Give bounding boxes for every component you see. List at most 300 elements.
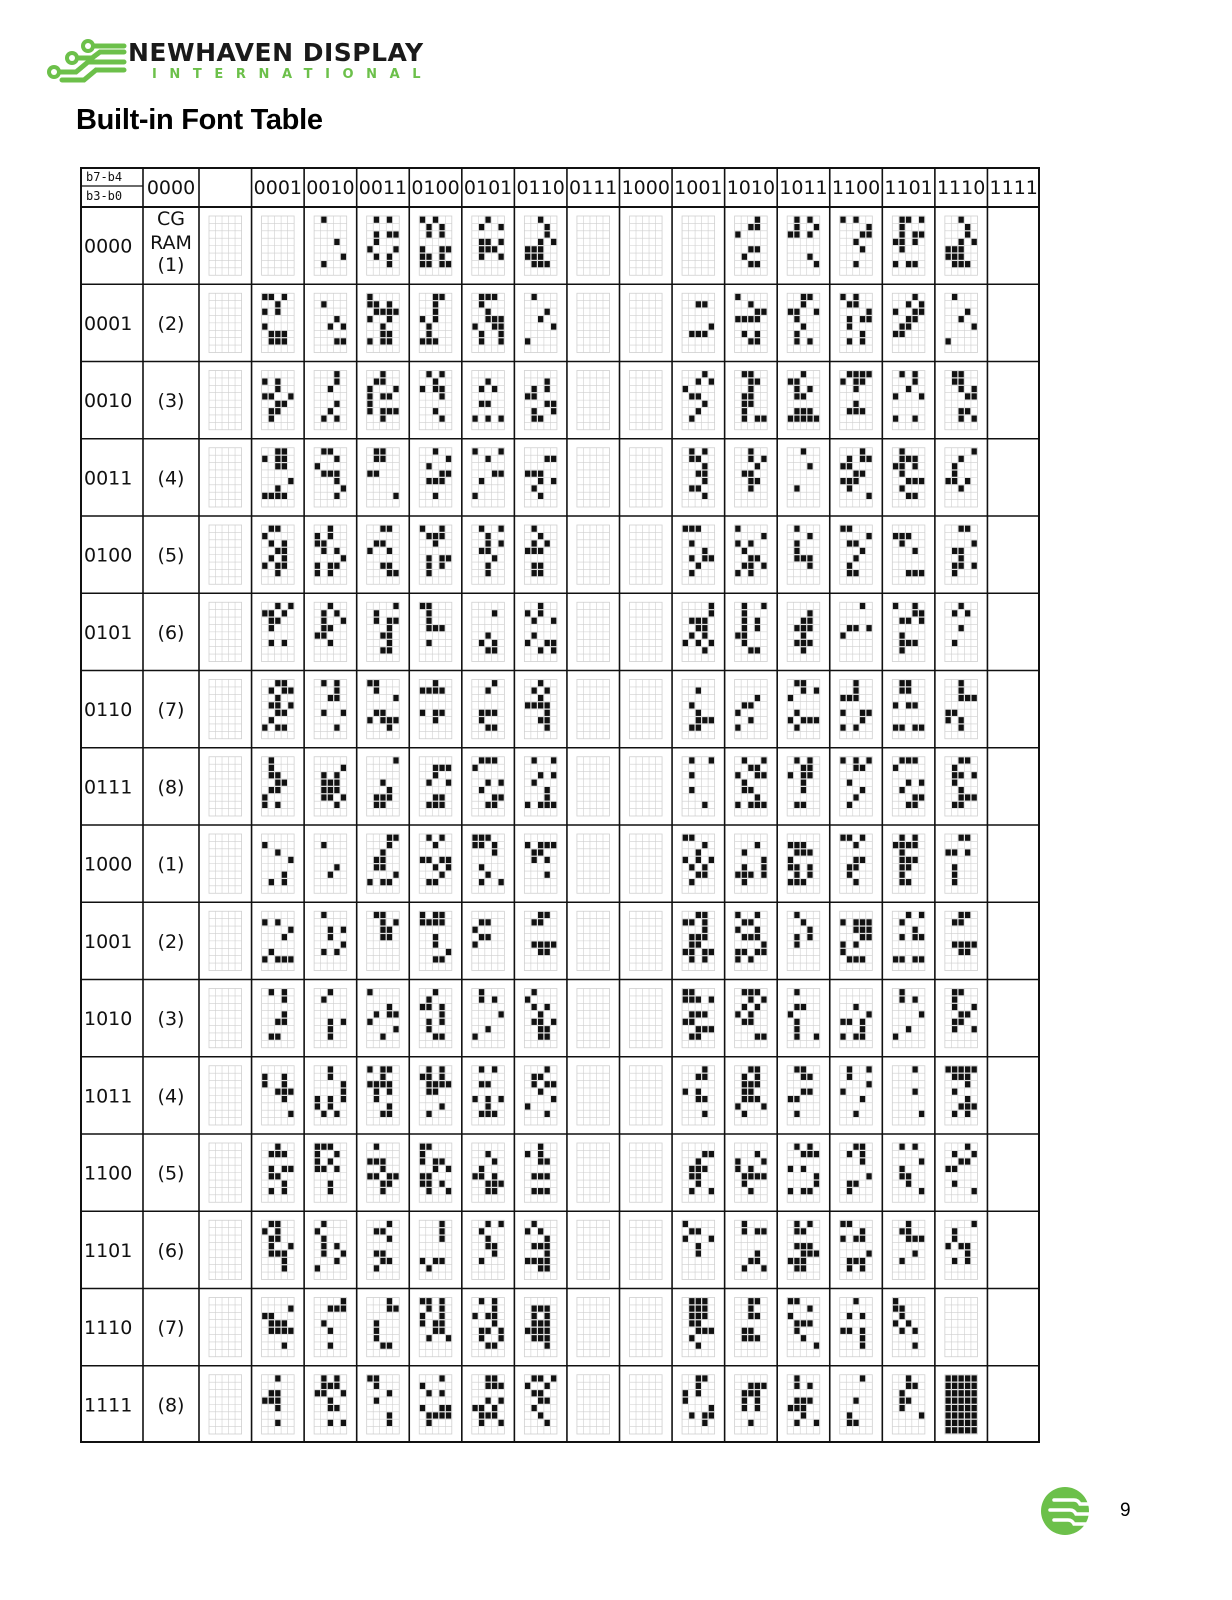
glyph-dot <box>761 941 766 947</box>
glyph-dot <box>439 1412 444 1418</box>
glyph-dot <box>426 1181 431 1187</box>
glyph-dot <box>446 1405 451 1411</box>
glyph-dot <box>748 787 753 793</box>
glyph-dot <box>321 680 326 686</box>
glyph-dot <box>315 1158 320 1164</box>
glyph-dot <box>912 1144 917 1150</box>
glyph-dot <box>860 379 865 385</box>
glyph-dot <box>906 261 911 267</box>
glyph-dot <box>853 879 858 885</box>
glyph-dot <box>807 864 812 870</box>
glyph-dot <box>439 956 444 962</box>
glyph-cell <box>577 371 610 430</box>
glyph-dot <box>288 857 293 863</box>
glyph-dot <box>433 772 438 778</box>
glyph-dot <box>439 802 444 808</box>
glyph-dot <box>426 555 431 561</box>
glyph-dot <box>393 1011 398 1017</box>
logo-subtitle: INTERNATIONAL <box>152 67 434 82</box>
glyph-cell <box>524 1143 557 1202</box>
glyph-dot <box>545 688 550 694</box>
glyph-dot <box>683 1398 688 1404</box>
glyph-dot <box>912 1328 917 1334</box>
glyph-dot <box>899 1405 904 1411</box>
glyph-dot <box>315 1096 320 1102</box>
glyph-cell <box>262 1066 295 1125</box>
table-border <box>81 168 1039 1442</box>
glyph-dot <box>282 1089 287 1095</box>
glyph-cell <box>840 680 873 739</box>
glyph-dot <box>919 301 924 307</box>
glyph-dot <box>334 316 339 322</box>
glyph-dot <box>807 338 812 344</box>
glyph-dot <box>492 1181 497 1187</box>
glyph-dot <box>893 393 898 399</box>
glyph-dot <box>748 1089 753 1095</box>
glyph-dot <box>433 625 438 631</box>
glyph-dot <box>696 1343 701 1349</box>
glyph-dot <box>479 989 484 995</box>
glyph-dot <box>761 416 766 422</box>
glyph-dot <box>696 456 701 462</box>
glyph-cell <box>787 525 820 584</box>
glyph-cell <box>840 216 873 275</box>
glyph-dot <box>761 563 766 569</box>
glyph-cell <box>892 1298 925 1357</box>
glyph-dot <box>742 1390 747 1396</box>
glyph-dot <box>912 463 917 469</box>
glyph-dot <box>853 695 858 701</box>
glyph-dot <box>334 563 339 569</box>
glyph-dot <box>702 1096 707 1102</box>
glyph-dot <box>788 879 793 885</box>
glyph-dot <box>531 1019 536 1025</box>
glyph-dot <box>472 1096 477 1102</box>
glyph-dot <box>748 1420 753 1426</box>
glyph-dot <box>492 1375 497 1381</box>
glyph-dot <box>860 338 865 344</box>
glyph-dot <box>853 570 858 576</box>
glyph-cell <box>262 525 295 584</box>
glyph-dot <box>538 1074 543 1080</box>
glyph-dot <box>801 408 806 414</box>
glyph-dot <box>860 1026 865 1032</box>
glyph-dot <box>485 1375 490 1381</box>
glyph-dot <box>531 1243 536 1249</box>
glyph-dot <box>485 1243 490 1249</box>
glyph-dot <box>315 1265 320 1271</box>
glyph-dot <box>912 610 917 616</box>
glyph-dot <box>380 647 385 653</box>
glyph-dot <box>492 246 497 252</box>
glyph-dot <box>380 879 385 885</box>
glyph-dot <box>485 1181 490 1187</box>
glyph-dot <box>393 231 398 237</box>
glyph-dot <box>433 338 438 344</box>
glyph-dot <box>853 386 858 392</box>
glyph-dot <box>945 849 950 855</box>
glyph-cell <box>209 834 242 893</box>
glyph-dot <box>426 254 431 260</box>
glyph-dot <box>492 802 497 808</box>
glyph-dot <box>696 1328 701 1334</box>
glyph-cell <box>472 448 505 507</box>
glyph-dot <box>393 493 398 499</box>
glyph-dot <box>538 1228 543 1234</box>
glyph-cell <box>314 1375 347 1434</box>
glyph-dot <box>367 401 372 407</box>
glyph-dot <box>788 416 793 422</box>
glyph-dot <box>748 261 753 267</box>
glyph-dot <box>426 879 431 885</box>
glyph-dot <box>334 478 339 484</box>
glyph-dot <box>683 857 688 863</box>
glyph-dot <box>387 632 392 638</box>
glyph-dot <box>847 1412 852 1418</box>
glyph-dot <box>420 688 425 694</box>
glyph-dot <box>801 323 806 329</box>
glyph-cell <box>209 680 242 739</box>
glyph-cell <box>735 834 768 893</box>
glyph-dot <box>551 941 556 947</box>
glyph-dot <box>479 401 484 407</box>
glyph-dot <box>709 997 714 1003</box>
glyph-dot <box>439 1019 444 1025</box>
glyph-dot <box>328 695 333 701</box>
glyph-cell <box>945 911 978 970</box>
glyph-dot <box>847 301 852 307</box>
glyph-dot <box>794 1320 799 1326</box>
glyph-dot <box>315 1103 320 1109</box>
glyph-dot <box>334 695 339 701</box>
glyph-cell <box>840 834 873 893</box>
glyph-dot <box>853 919 858 925</box>
glyph-cell <box>735 1143 768 1202</box>
glyph-dot <box>959 379 964 385</box>
glyph-dot <box>485 710 490 716</box>
glyph-dot <box>866 757 871 763</box>
glyph-dot <box>912 640 917 646</box>
glyph-dot <box>439 710 444 716</box>
glyph-dot <box>275 956 280 962</box>
glyph-dot <box>801 717 806 723</box>
glyph-dot <box>965 757 970 763</box>
glyph-dot <box>485 725 490 731</box>
glyph-dot <box>696 625 701 631</box>
glyph-dot <box>269 1173 274 1179</box>
glyph-dot <box>439 872 444 878</box>
glyph-dot <box>807 618 812 624</box>
glyph-cell <box>472 757 505 816</box>
glyph-dot <box>328 1026 333 1032</box>
glyph-dot <box>952 849 957 855</box>
glyph-dot <box>860 1265 865 1271</box>
glyph-dot <box>794 540 799 546</box>
glyph-dot <box>446 1335 451 1341</box>
glyph-dot <box>321 217 326 223</box>
glyph-dot <box>794 316 799 322</box>
glyph-dot <box>952 640 957 646</box>
glyph-dot <box>262 1398 267 1404</box>
glyph-dot <box>387 1221 392 1227</box>
glyph-dot <box>748 1328 753 1334</box>
glyph-dot <box>439 857 444 863</box>
glyph-cell <box>630 989 663 1048</box>
glyph-dot <box>794 231 799 237</box>
glyph-dot <box>288 1328 293 1334</box>
glyph-dot <box>742 603 747 609</box>
glyph-dot <box>485 1328 490 1334</box>
glyph-dot <box>959 548 964 554</box>
glyph-dot <box>866 493 871 499</box>
glyph-dot <box>485 1111 490 1117</box>
glyph-dot <box>794 1420 799 1426</box>
glyph-dot <box>919 956 924 962</box>
glyph-dot <box>321 1236 326 1242</box>
glyph-dot <box>794 934 799 940</box>
glyph-dot <box>912 231 917 237</box>
glyph-dot <box>952 710 957 716</box>
glyph-dot <box>696 1096 701 1102</box>
glyph-dot <box>696 1375 701 1381</box>
glyph-dot <box>919 231 924 237</box>
glyph-dot <box>755 246 760 252</box>
glyph-dot <box>269 1151 274 1157</box>
glyph-dot <box>748 1096 753 1102</box>
glyph-dot <box>374 1265 379 1271</box>
glyph-dot <box>275 1019 280 1025</box>
glyph-dot <box>387 787 392 793</box>
glyph-dot <box>696 1034 701 1040</box>
glyph-dot <box>328 1306 333 1312</box>
glyph-cell <box>262 1143 295 1202</box>
glyph-dot <box>262 956 267 962</box>
glyph-cell <box>524 680 557 739</box>
glyph-dot <box>847 625 852 631</box>
glyph-cell <box>682 293 715 352</box>
glyph-dot <box>952 872 957 878</box>
glyph-dot <box>860 710 865 716</box>
glyph-dot <box>748 540 753 546</box>
glyph-dot <box>742 1181 747 1187</box>
glyph-dot <box>683 1019 688 1025</box>
glyph-dot <box>899 632 904 638</box>
glyph-dot <box>952 802 957 808</box>
glyph-cell <box>787 1143 820 1202</box>
glyph-dot <box>755 949 760 955</box>
glyph-dot <box>269 989 274 995</box>
glyph-dot <box>965 912 970 918</box>
glyph-dot <box>275 379 280 385</box>
glyph-dot <box>420 526 425 532</box>
glyph-dot <box>334 610 339 616</box>
glyph-dot <box>479 919 484 925</box>
glyph-dot <box>755 1004 760 1010</box>
glyph-dot <box>433 989 438 995</box>
glyph-dot <box>853 765 858 771</box>
glyph-dot <box>735 570 740 576</box>
glyph-dot <box>801 1250 806 1256</box>
glyph-dot <box>525 1228 530 1234</box>
glyph-cell <box>945 448 978 507</box>
glyph-dot <box>807 1074 812 1080</box>
glyph-dot <box>426 1188 431 1194</box>
glyph-dot <box>538 217 543 223</box>
glyph-dot <box>912 261 917 267</box>
glyph-dot <box>420 912 425 918</box>
glyph-dot <box>860 408 865 414</box>
glyph-cell <box>262 448 295 507</box>
glyph-dot <box>275 618 280 624</box>
glyph-dot <box>755 316 760 322</box>
glyph-dot <box>525 702 530 708</box>
glyph-dot <box>321 610 326 616</box>
glyph-cell <box>262 911 295 970</box>
glyph-dot <box>538 261 543 267</box>
glyph-dot <box>282 540 287 546</box>
glyph-dot <box>742 787 747 793</box>
glyph-dot <box>906 456 911 462</box>
glyph-dot <box>801 802 806 808</box>
glyph-dot <box>545 456 550 462</box>
glyph-dot <box>262 456 267 462</box>
glyph-dot <box>387 217 392 223</box>
glyph-dot <box>485 1398 490 1404</box>
glyph-dot <box>755 934 760 940</box>
glyph-dot <box>334 239 339 245</box>
glyph-dot <box>801 772 806 778</box>
glyph-dot <box>906 533 911 539</box>
glyph-dot <box>393 570 398 576</box>
glyph-cell <box>314 448 347 507</box>
glyph-dot <box>433 386 438 392</box>
glyph-dot <box>374 1096 379 1102</box>
glyph-dot <box>906 1320 911 1326</box>
glyph-dot <box>387 1258 392 1264</box>
glyph-dot <box>433 408 438 414</box>
glyph-dot <box>426 331 431 337</box>
glyph-dot <box>387 1089 392 1095</box>
glyph-dot <box>367 386 372 392</box>
glyph-dot <box>748 1313 753 1319</box>
glyph-dot <box>742 548 747 554</box>
glyph-dot <box>439 1066 444 1072</box>
glyph-dot <box>275 849 280 855</box>
glyph-dot <box>860 316 865 322</box>
glyph-dot <box>912 1383 917 1389</box>
glyph-dot <box>545 857 550 863</box>
glyph-dot <box>689 456 694 462</box>
glyph-cell <box>682 602 715 661</box>
glyph-dot <box>814 717 819 723</box>
glyph-dot <box>860 246 865 252</box>
glyph-cell <box>945 216 978 275</box>
glyph-dot <box>551 1019 556 1025</box>
glyph-dot <box>748 919 753 925</box>
glyph-cell <box>472 989 505 1048</box>
glyph-dot <box>814 416 819 422</box>
glyph-dot <box>531 1313 536 1319</box>
glyph-dot <box>748 989 753 995</box>
glyph-dot <box>860 1258 865 1264</box>
glyph-dot <box>498 1221 503 1227</box>
glyph-dot <box>433 842 438 848</box>
glyph-dot <box>479 331 484 337</box>
glyph-dot <box>853 471 858 477</box>
glyph-dot <box>952 772 957 778</box>
glyph-dot <box>328 794 333 800</box>
glyph-dot <box>439 1181 444 1187</box>
glyph-cell <box>262 1220 295 1279</box>
glyph-dot <box>959 485 964 491</box>
glyph-dot <box>788 1011 793 1017</box>
glyph-dot <box>696 1243 701 1249</box>
glyph-dot <box>748 997 753 1003</box>
glyph-dot <box>959 316 964 322</box>
glyph-dot <box>755 379 760 385</box>
glyph-dot <box>282 1081 287 1087</box>
glyph-dot <box>387 331 392 337</box>
glyph-dot <box>485 919 490 925</box>
glyph-dot <box>860 717 865 723</box>
glyph-dot <box>275 563 280 569</box>
glyph-dot <box>433 316 438 322</box>
glyph-dot <box>387 879 392 885</box>
glyph-cell <box>209 371 242 430</box>
glyph-dot <box>794 725 799 731</box>
glyph-dot <box>709 757 714 763</box>
glyph-dot <box>742 401 747 407</box>
glyph-dot <box>952 563 957 569</box>
glyph-dot <box>748 1173 753 1179</box>
glyph-dot <box>498 879 503 885</box>
glyph-dot <box>367 717 372 723</box>
glyph-dot <box>439 1074 444 1080</box>
glyph-dot <box>439 555 444 561</box>
glyph-dot <box>945 717 950 723</box>
glyph-dot <box>866 224 871 230</box>
glyph-dot <box>735 949 740 955</box>
glyph-dot <box>919 610 924 616</box>
glyph-dot <box>341 1306 346 1312</box>
glyph-dot <box>341 485 346 491</box>
glyph-dot <box>282 338 287 344</box>
glyph-dot <box>275 1173 280 1179</box>
glyph-cell <box>682 911 715 970</box>
glyph-dot <box>866 625 871 631</box>
glyph-dot <box>498 338 503 344</box>
glyph-dot <box>965 393 970 399</box>
glyph-dot <box>433 864 438 870</box>
glyph-dot <box>755 765 760 771</box>
glyph-dot <box>755 989 760 995</box>
glyph-dot <box>275 1221 280 1227</box>
glyph-dot <box>498 1328 503 1334</box>
glyph-cell <box>314 602 347 661</box>
glyph-dot <box>952 864 957 870</box>
glyph-dot <box>538 1412 543 1418</box>
glyph-cell <box>630 757 663 816</box>
glyph-dot <box>794 338 799 344</box>
glyph-dot <box>696 1390 701 1396</box>
glyph-dot <box>748 717 753 723</box>
glyph-dot <box>696 1298 701 1304</box>
glyph-dot <box>380 416 385 422</box>
glyph-dot <box>906 1383 911 1389</box>
glyph-dot <box>755 695 760 701</box>
glyph-dot <box>387 717 392 723</box>
glyph-dot <box>492 1405 497 1411</box>
